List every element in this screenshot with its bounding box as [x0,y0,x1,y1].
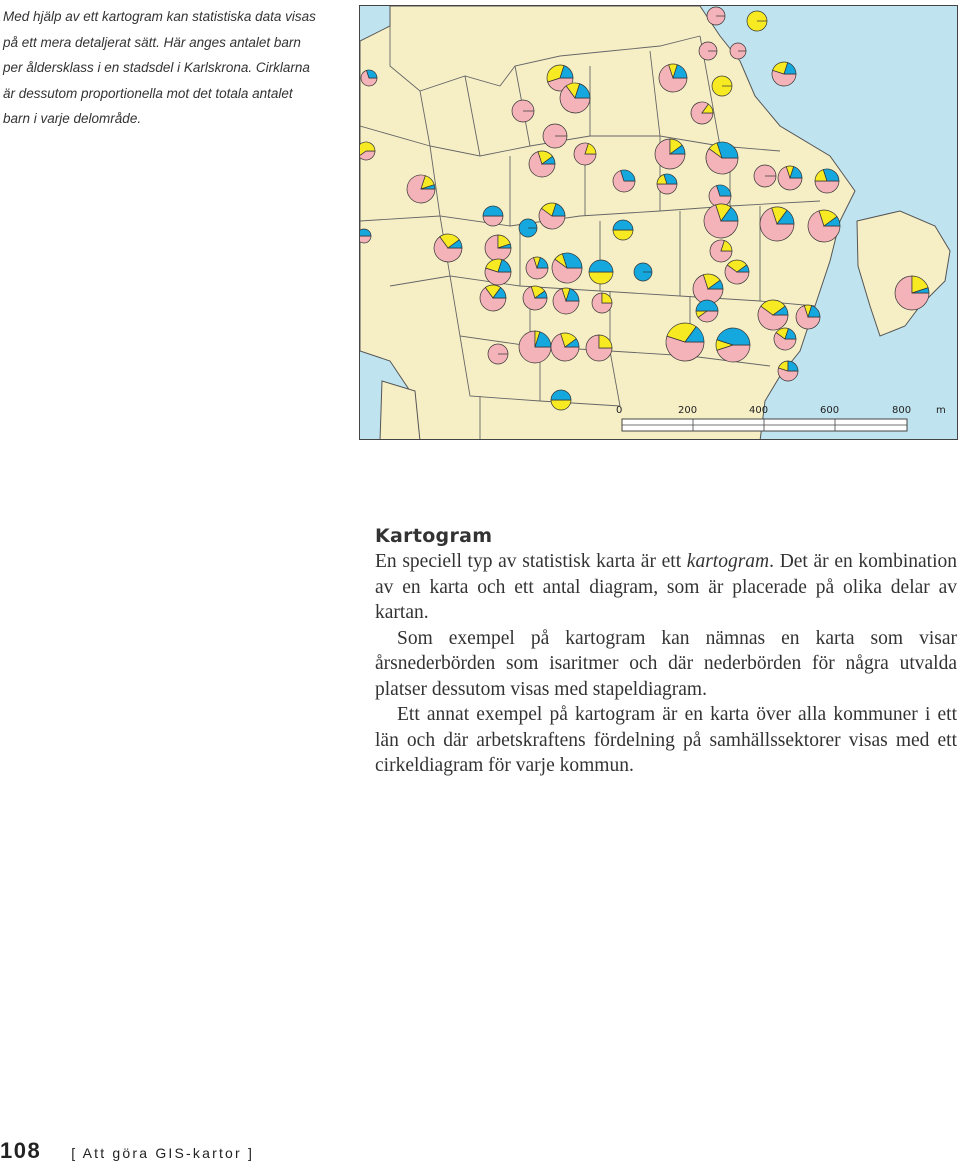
scale-label-400: 400 [749,405,769,416]
pie-chart [895,276,929,310]
pie-chart [754,165,776,187]
pie-chart [480,285,506,311]
pie-chart [808,210,840,242]
page-number: 108 [0,1138,42,1163]
pie-chart [725,260,749,284]
pie-chart [519,219,537,237]
pie-chart [526,257,548,279]
pie-chart [758,300,788,330]
pie-chart [589,260,613,284]
pie-chart [434,234,462,262]
paragraph-1-start: En speciell typ av statistisk karta är ett [375,551,687,572]
pie-chart [707,7,725,25]
scale-label-200: 200 [678,405,698,416]
pie-chart [696,300,718,322]
paragraph-1-term: kartogram [686,551,770,572]
paragraph-1 [375,549,957,626]
pie-chart [704,204,738,238]
pie-chart [552,253,582,283]
pie-chart [592,293,612,313]
pie-chart [716,328,750,362]
pie-chart [560,83,590,113]
map-svg [360,6,958,440]
pie-chart [634,263,652,281]
pie-chart [693,274,723,304]
pie-chart [747,11,767,31]
pie-chart [712,76,732,96]
pie-chart [613,170,635,192]
pie-chart [772,62,796,86]
pie-chart [360,142,375,160]
pie-chart [778,361,798,381]
scale-unit: m [936,405,946,416]
pie-chart [778,166,802,190]
pie-chart [407,175,435,203]
kartogram-section [375,525,957,779]
pie-chart [691,102,713,124]
paragraph-1-end: . Det är en kombination av en karta och ett antal diagram, som är placerade på olika delar av kartan. [375,551,957,623]
pie-chart [760,207,794,241]
pie-chart [815,169,839,193]
pie-chart [796,305,820,329]
pie-chart [485,259,511,285]
pie-chart [523,286,547,310]
pie-chart [659,64,687,92]
pie-chart [657,174,677,194]
scale-label-0: 0 [616,405,623,416]
pie-chart [361,70,377,86]
cartogram-map [359,5,958,440]
pie-chart [774,328,796,350]
scale-label-600: 600 [820,405,840,416]
pie-chart [543,124,567,148]
pie-chart [553,288,579,314]
running-title: [ Att göra GIS-kartor ] [71,1145,255,1161]
pie-chart [710,240,732,262]
pie-chart [529,151,555,177]
pie-chart [485,235,511,261]
pie-chart [666,323,704,361]
pie-chart [655,139,685,169]
paragraph-2: Som exempel på kartogram kan nämnas en karta som visar årsnederbörden som isaritmer och där nederbörden för några utvalda platser dessutom visas med stapeldiagram. [375,627,957,700]
figure-caption: Med hjälp av ett kartogram kan statistiska data visas på ett mera detaljerat sätt. Här anges antalet barn per åldersklass i en stadsdel i Karlskrona. Cirklarna är dessutom proportionella mot det totala antalet barn i varje delområde. [3,9,316,126]
section-heading: Kartogram [375,525,493,547]
pie-chart [706,142,738,174]
page-footer [0,1138,254,1164]
pie-chart [551,390,571,410]
pie-chart [519,331,551,363]
pie-chart [539,203,565,229]
paragraph-3: Ett annat exempel på kartogram är en karta över alla kommuner i ett län och där arbetskraftens fördelning på samhällssektorer visas med ett cirkeldiagram för varje kommun. [375,704,957,776]
scale-label-800: 800 [892,405,912,416]
pie-chart [512,100,534,122]
pie-chart [483,206,503,226]
pie-chart [613,220,633,240]
pie-chart [699,42,717,60]
pie-chart [574,143,596,165]
pie-chart [360,229,371,243]
pie-chart [488,344,508,364]
pie-chart [586,335,612,361]
pie-chart [551,333,579,361]
pie-chart [730,43,746,59]
